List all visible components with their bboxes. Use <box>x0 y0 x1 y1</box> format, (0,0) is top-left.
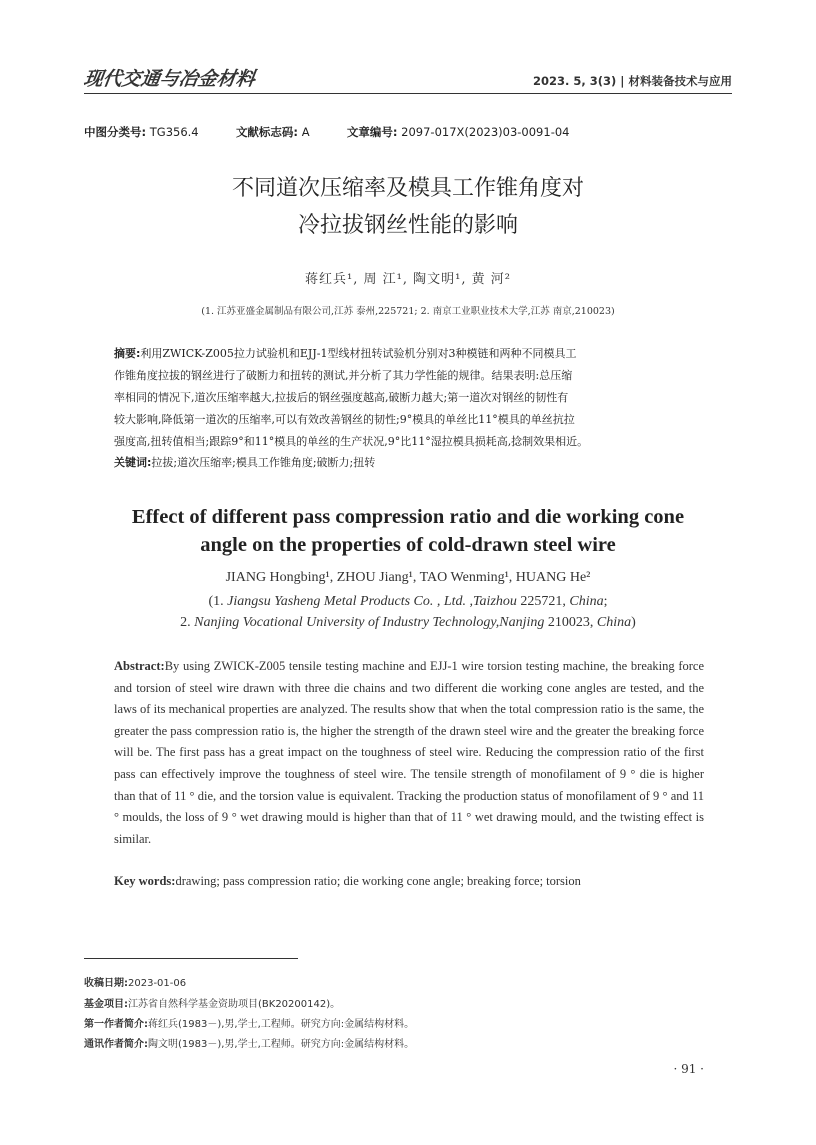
en-keywords <box>114 874 581 889</box>
en-keywords-value: drawing; pass compression ratio; die working cone angle; breaking force; torsion <box>175 874 581 888</box>
article-value: 2097-017X(2023)03-0091-04 <box>401 125 570 139</box>
class-label: 中图分类号: <box>84 125 147 139</box>
issue-number: 2023. 5, 3(3) <box>532 74 617 88</box>
en-authors: JIANG Hongbing¹, ZHOU Jiang¹, TAO Wenming¹, HUANG He² <box>225 570 591 585</box>
en-abstract <box>114 656 704 850</box>
en-abstract-label: Abstract: <box>114 659 165 673</box>
footnote-first-author: 第一作者简介:蒋红兵(1983－),男,学士,工程师。研究方向:金属结构材料。 <box>84 1019 415 1030</box>
footnote-fund: 基金项目:江苏省自然科学基金资助项目(BK20200142)。 <box>84 999 341 1010</box>
header-rule <box>84 93 732 94</box>
cn-abstract-line: 作锥角度拉拔的钢丝进行了破断力和扭转的测试,并分析了其力学性能的规律。结果表明:总压缩 <box>114 369 573 382</box>
section-name: 材料装备技术与应用 <box>628 74 732 88</box>
en-affiliation-line-2: 2. Nanjing Vocational University of Industry Technology,Nanjing 210023, China) <box>180 615 636 630</box>
cn-abstract-line: 较大影响,降低第一道次的压缩率,可以有效改善钢丝的韧性;9°模具的单丝比11°模具的单丝抗拉 <box>114 413 575 426</box>
cn-keywords <box>114 454 375 470</box>
doc-label: 文献标志码: <box>235 125 299 139</box>
footnote-received: 收稿日期:2023-01-06 <box>84 978 187 989</box>
header-separator: | <box>620 74 625 88</box>
footnote-rule <box>84 958 298 959</box>
cn-abstract-line: 强度高,扭转值相当;跟踪9°和11°模具的单丝的生产状况,9°比11°湿拉模具损耗高,捻制效果相近。 <box>114 435 589 448</box>
header-issue-info <box>533 73 732 89</box>
doc-value: A <box>301 125 310 139</box>
cn-abstract-line: 利用ZWICK-Z005拉力试验机和EJJ-1型线材扭转试验机分别对3种模链和两种不同模具工 <box>140 347 577 360</box>
class-value: TG356.4 <box>149 125 199 139</box>
en-title-line-2: angle on the properties of cold-drawn steel wire <box>200 534 616 556</box>
cn-keywords-value: 拉拔;道次压缩率;模具工作锥角度;破断力;扭转 <box>151 456 376 469</box>
en-abstract-text: By using ZWICK-Z005 tensile testing machine and EJJ-1 wire torsion testing machine, the breaking force and torsion of steel wire drawn with three die chains and two different die working cone angles are tested, and the laws of its mechanical properties are analyzed. The results show that when the total compression ratio is the same, the greater the pass compression ratio is, the higher the strength of the drawn steel wire and the greater the breaking force will be. The first pass has a great impact on the toughness of steel wire. Reducing the compression ratio of the first pass can effectively improve the toughness of steel wire. The tensile strength of monofilament of 9 ° die is higher than that of 11 ° die, and the torsion value is equivalent. Tracking the production status of monofilament of 9 ° and 11 ° moulds, the loss of 9 ° wet drawing mould is higher than that of 11 ° wet drawing mould, and the twisting effect is similar. <box>114 659 704 846</box>
en-keywords-label: Key words: <box>114 874 176 888</box>
article-meta <box>84 124 569 140</box>
cn-abstract-label: 摘要: <box>114 347 141 360</box>
cn-keywords-label: 关键词: <box>114 456 152 469</box>
en-affiliation-line-1: (1. Jiangsu Yasheng Metal Products Co. , Ltd. ,Taizhou 225721, China; <box>208 594 608 609</box>
cn-title-line-2: 冷拉拔钢丝性能的影响 <box>297 213 518 238</box>
cn-affiliation: (1. 江苏亚盛金属制品有限公司,江苏 泰州,225721; 2. 南京工业职业技术大学,江苏 南京,210023) <box>201 306 615 317</box>
cn-abstract <box>114 343 702 453</box>
cn-abstract-line: 率相同的情况下,道次压缩率越大,拉拔后的钢丝强度越高,破断力越大;第一道次对钢丝的韧性有 <box>114 391 569 404</box>
en-title-line-1: Effect of different pass compression ratio and die working cone <box>131 506 685 528</box>
cn-authors: 蒋红兵¹, 周 江¹, 陶文明¹, 黄 河² <box>305 272 511 287</box>
page-number: · 91 · <box>673 1062 704 1076</box>
journal-logo: 现代交通与冶金材料 <box>82 68 257 90</box>
cn-title-line-1: 不同道次压缩率及模具工作锥角度对 <box>231 176 584 201</box>
footnote-corresponding-author: 通讯作者简介:陶文明(1983－),男,学士,工程师。研究方向:金属结构材料。 <box>84 1039 415 1050</box>
article-label: 文章编号: <box>346 125 398 139</box>
